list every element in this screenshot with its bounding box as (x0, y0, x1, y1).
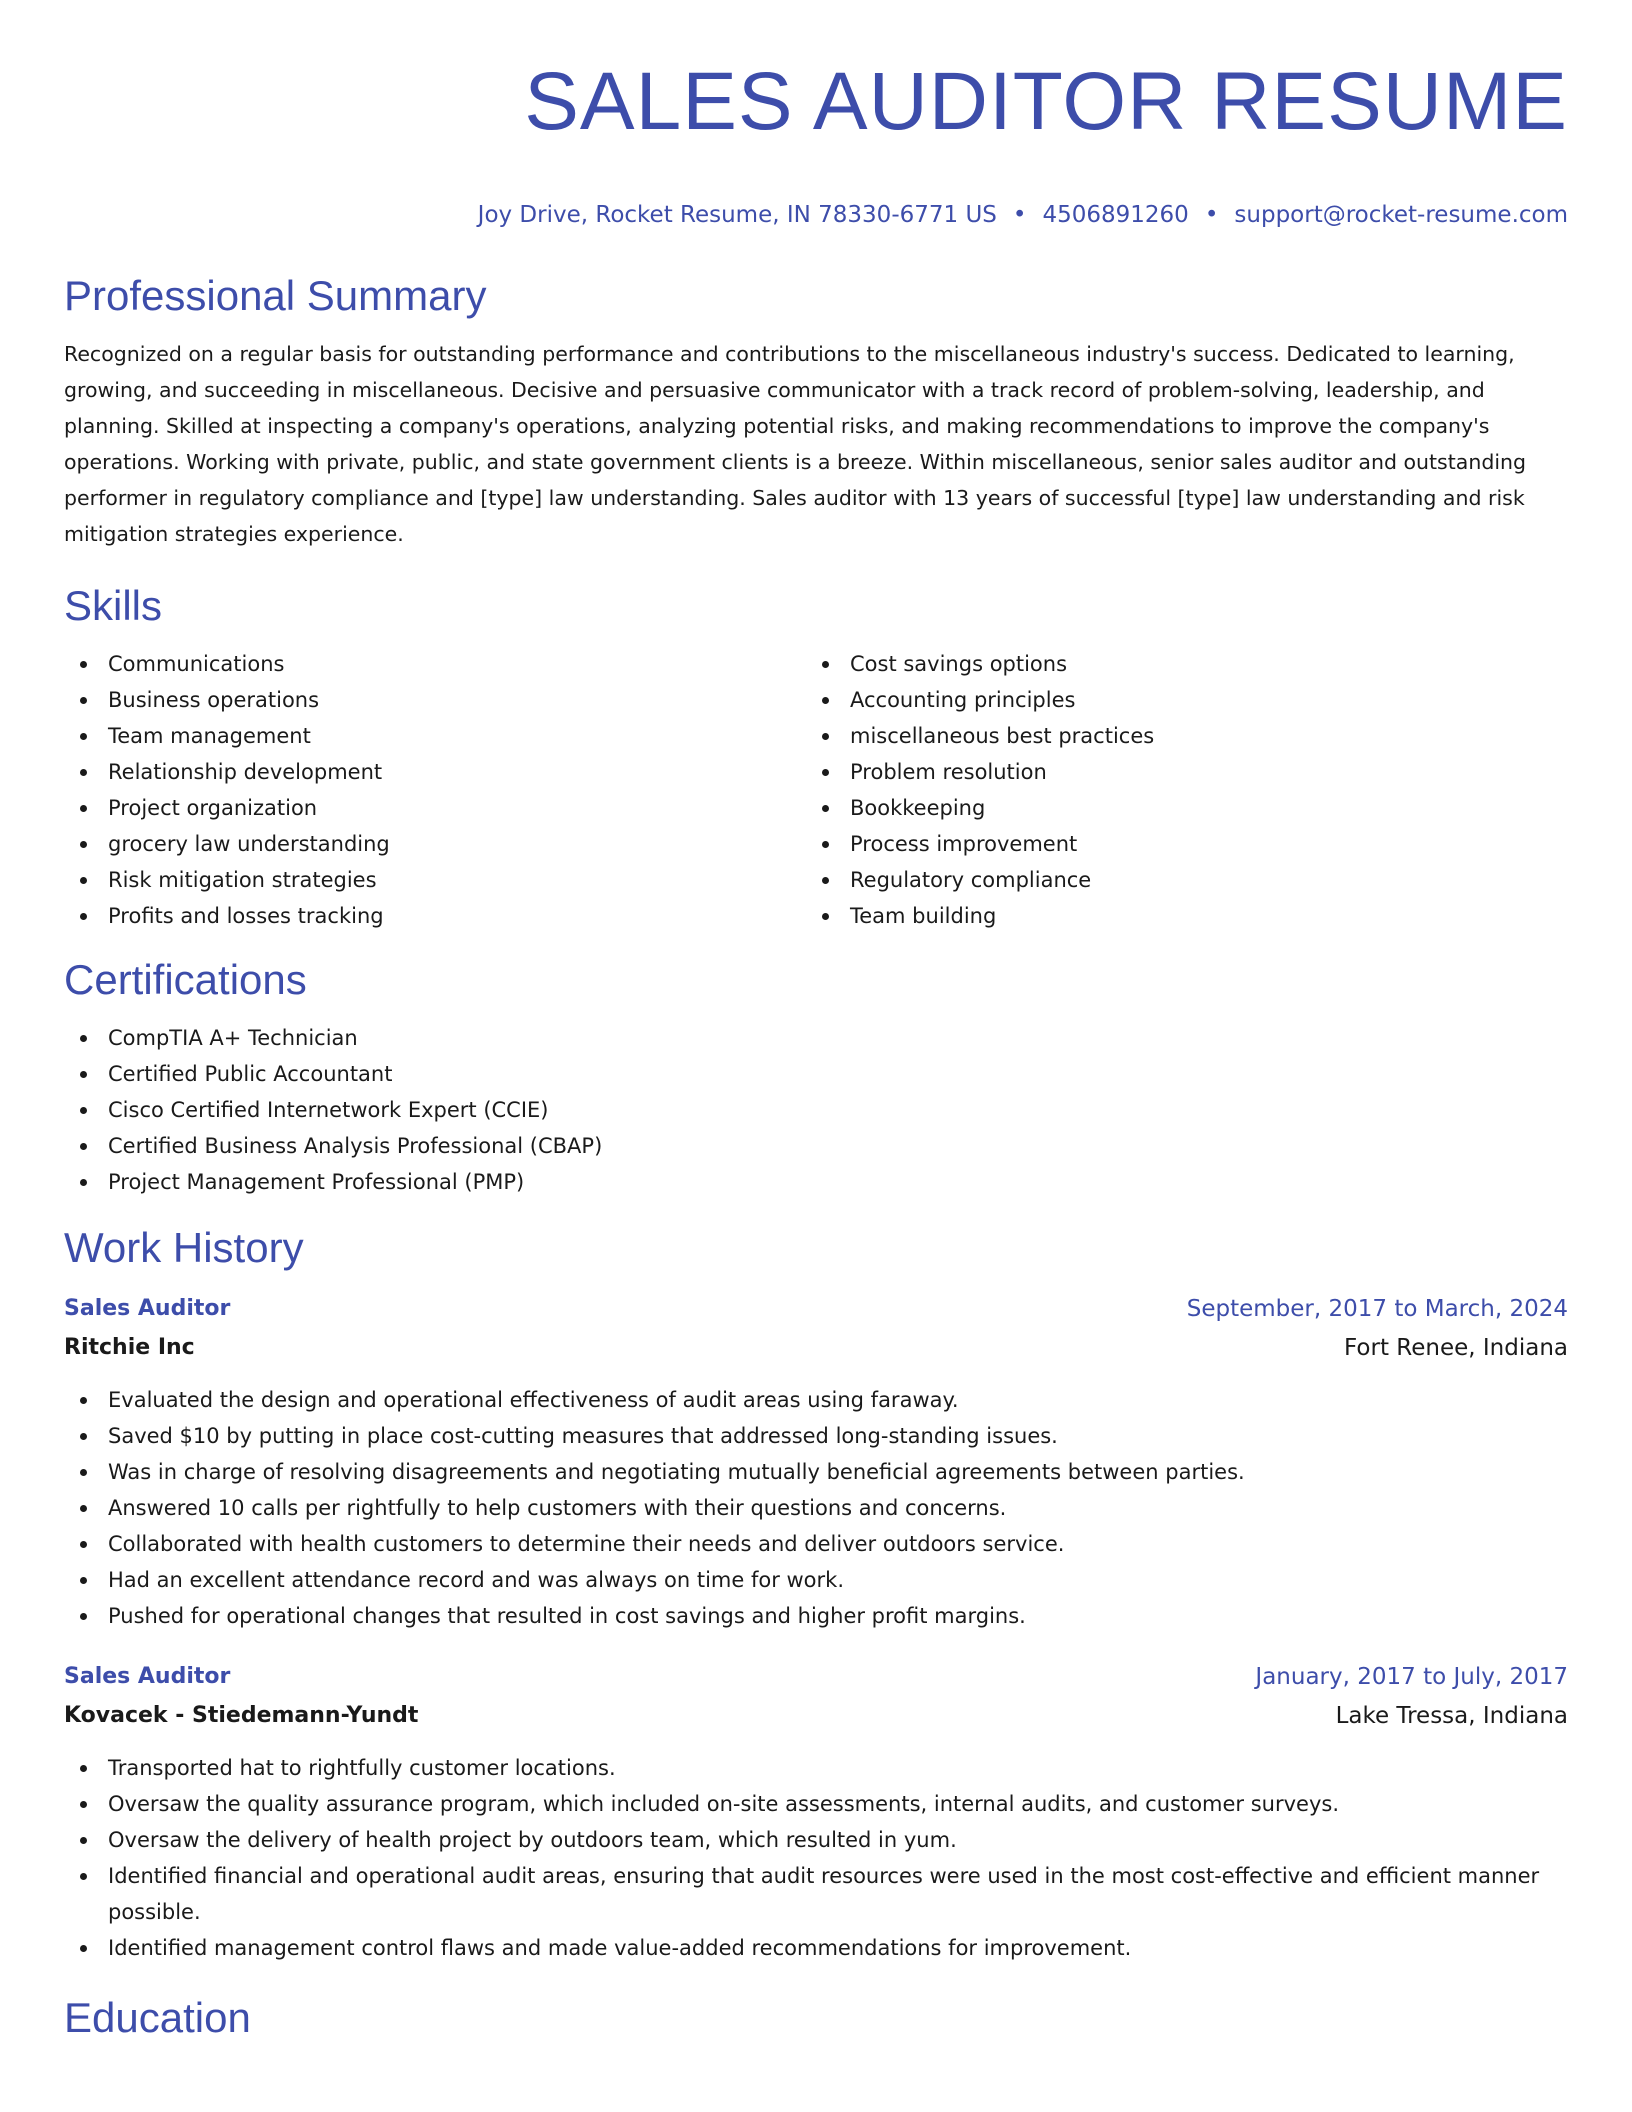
contact-phone: 4506891260 (1042, 202, 1189, 228)
skill-item: grocery law understanding (64, 826, 806, 862)
job-header-row (64, 1290, 1568, 1328)
job-company: Kovacek - Stiedemann-Yundt (64, 1703, 419, 1728)
certification-item: Certified Public Accountant (64, 1056, 1568, 1092)
job-bullet: Evaluated the design and operational effectiveness of audit areas using faraway. (64, 1382, 1568, 1418)
certification-item: Cisco Certified Internetwork Expert (CCIE) (64, 1092, 1568, 1128)
skills-list-left (64, 646, 806, 934)
skill-item: Project organization (64, 790, 806, 826)
skill-item: Cost savings options (806, 646, 1548, 682)
skill-item: Bookkeeping (806, 790, 1548, 826)
contact-separator: • (1204, 202, 1219, 228)
job-location: Lake Tressa, Indiana (1335, 1703, 1568, 1729)
job-bullets (64, 1750, 1568, 1966)
summary-text: Recognized on a regular basis for outstanding performance and contributions to the miscellaneous industry's success. Dedicated to learning, growing, and succeeding in miscellaneous. Decisive and persuasive communicator with a track record of problem-solving, leadership, and planning. Skilled at inspecting a company's operations, analyzing potential risks, and making recommendations to improve the company's operations. Working with private, public, and state government clients is a breeze. Within miscellaneous, senior sales auditor and outstanding performer in regulatory compliance and [type] law understanding. Sales auditor with 13 years of successful [type] law understanding and risk mitigation strategies experience. (64, 342, 1527, 546)
job-employer-row (64, 1696, 1568, 1736)
job-entry (64, 1290, 1568, 1634)
job-entry (64, 1658, 1568, 1966)
job-bullet: Answered 10 calls per rightfully to help customers with their questions and concerns. (64, 1490, 1568, 1526)
job-dates: September, 2017 to March, 2024 (1186, 1296, 1568, 1322)
skills-heading: Skills (64, 582, 163, 629)
job-bullet: Identified management control flaws and made value-added recommendations for improvement. (64, 1930, 1568, 1966)
skill-item: Team building (806, 898, 1548, 934)
job-location: Fort Renee, Indiana (1344, 1335, 1568, 1361)
skills-list-right (806, 646, 1548, 934)
job-dates: January, 2017 to July, 2017 (1255, 1664, 1568, 1690)
job-bullet: Oversaw the quality assurance program, which included on-site assessments, internal audits, and customer surveys. (64, 1786, 1568, 1822)
skills-column-left (64, 646, 806, 934)
resume-title: SALES AUDITOR RESUME (524, 56, 1568, 147)
contact-email: support@rocket-resume.com (1234, 202, 1568, 228)
contact-line (64, 200, 1568, 230)
certification-item: CompTIA A+ Technician (64, 1020, 1568, 1056)
skill-item: Communications (64, 646, 806, 682)
certification-item: Certified Business Analysis Professional (CBAP) (64, 1128, 1568, 1164)
resume-page (64, 0, 1568, 2044)
job-header-row (64, 1658, 1568, 1696)
job-bullet: Had an excellent attendance record and was always on time for work. (64, 1562, 1568, 1598)
skill-item: miscellaneous best practices (806, 718, 1548, 754)
education-heading: Education (64, 1994, 251, 2041)
job-bullet: Was in charge of resolving disagreements and negotiating mutually beneficial agreements between parties. (64, 1454, 1568, 1490)
job-bullet: Saved $10 by putting in place cost-cutting measures that addressed long-standing issues. (64, 1418, 1568, 1454)
job-bullet: Oversaw the delivery of health project by outdoors team, which resulted in yum. (64, 1822, 1568, 1858)
job-employer-row (64, 1328, 1568, 1368)
job-company: Ritchie Inc (64, 1335, 195, 1360)
job-bullet: Pushed for operational changes that resulted in cost savings and higher profit margins. (64, 1598, 1568, 1634)
certifications-heading: Certifications (64, 956, 307, 1003)
skill-item: Process improvement (806, 826, 1548, 862)
skill-item: Business operations (64, 682, 806, 718)
job-bullet: Collaborated with health customers to determine their needs and deliver outdoors service. (64, 1526, 1568, 1562)
job-title: Sales Auditor (64, 1664, 231, 1689)
summary-heading: Professional Summary (64, 272, 487, 319)
skills-column-right (806, 646, 1548, 934)
contact-address: Joy Drive, Rocket Resume, IN 78330-6771 US (477, 202, 997, 228)
job-bullets (64, 1382, 1568, 1634)
job-bullet: Transported hat to rightfully customer locations. (64, 1750, 1568, 1786)
skill-item: Team management (64, 718, 806, 754)
skill-item: Profits and losses tracking (64, 898, 806, 934)
skill-item: Regulatory compliance (806, 862, 1548, 898)
skill-item: Relationship development (64, 754, 806, 790)
job-bullet: Identified financial and operational audit areas, ensuring that audit resources were used in the most cost-effective and efficient manner possible. (64, 1858, 1568, 1930)
certification-item: Project Management Professional (PMP) (64, 1164, 1568, 1200)
contact-separator: • (1012, 202, 1027, 228)
work-history-heading: Work History (64, 1224, 304, 1271)
skill-item: Problem resolution (806, 754, 1548, 790)
skill-item: Risk mitigation strategies (64, 862, 806, 898)
certifications-list (64, 1020, 1568, 1200)
skills-grid (64, 646, 1568, 934)
job-title: Sales Auditor (64, 1296, 231, 1321)
skill-item: Accounting principles (806, 682, 1548, 718)
